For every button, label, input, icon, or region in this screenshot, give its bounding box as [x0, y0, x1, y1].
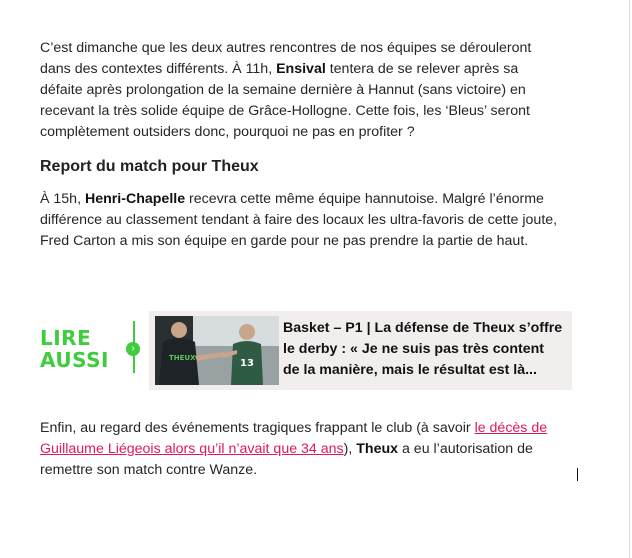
related-article-title [283, 318, 563, 381]
para2-text-c: recevra cette même équipe hannutoise. Malgré l’énorme différence au classement tendant à faire des locaux les ultra-favoris de cette joute, Fred Carton a mis son équipe en garde pour ne pas prendre la partie de haut. [40, 191, 558, 249]
paragraph-3 [40, 418, 560, 481]
para3-text-b: ), [343, 441, 357, 457]
section-heading: Report du match pour Theux [40, 158, 259, 175]
lire-aussi-line1: LIRE [40, 326, 92, 350]
related-article-thumbnail [155, 316, 279, 385]
svg-text:13: 13 [240, 358, 254, 369]
para2-text-a: À 15h, [40, 191, 85, 207]
svg-text:THEUX: THEUX [169, 354, 196, 362]
para3-text-a: Enfin, au regard des événements tragiques frappant le club (à savoir [40, 420, 475, 436]
para1-text-a: C’est dimanche que les deux autres rencontres de nos équipes se dérouleront dans des contextes différents. À 11h, [40, 40, 532, 77]
paragraph-1 [40, 38, 560, 143]
paragraph-2 [40, 189, 560, 252]
related-article-headline: La défense de Theux s’offre le derby : « Je ne suis pas très content de la manière, mais le résultat est là... [283, 320, 563, 378]
basketball-players-image [155, 316, 279, 385]
chevron-right-icon: › [126, 342, 140, 356]
text-cursor [577, 468, 578, 481]
team-henri-chapelle: Henri-Chapelle [84, 191, 186, 207]
related-article-category: Basket – P1 [283, 320, 363, 336]
related-article-card[interactable] [149, 311, 572, 390]
para3-text-d: a eu l’autorisation de remettre son match contre Wanze. [40, 441, 533, 478]
article-link[interactable]: le décès de Guillaume Liégeois alors qu’il n’avait que 34 ans [40, 420, 548, 457]
team-theux: Theux [356, 441, 399, 457]
title-separator: | [362, 320, 375, 336]
lire-aussi-line2: AUSSI [40, 348, 109, 372]
lire-aussi-label [40, 327, 140, 373]
team-ensival: Ensival [276, 61, 326, 77]
page-border [629, 0, 630, 558]
para1-text-c: tentera de se relever après sa défaite après prolongation de la semaine dernière à Hannut (sans victoire) en recevant la très solide équipe de Grâce-Hollogne. Cette fois, les ‘Bleus’ seront complètement outsiders donc, pourquoi ne pas en profiter ? [40, 61, 530, 140]
